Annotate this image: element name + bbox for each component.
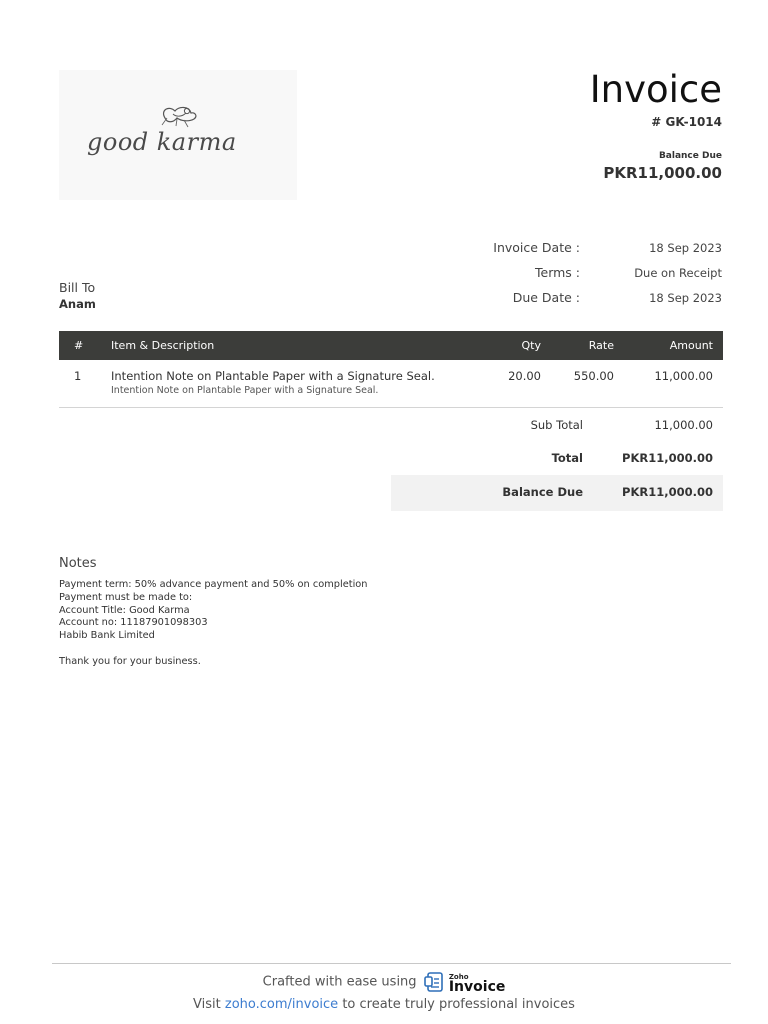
balance-due-total-label: Balance Due (502, 485, 583, 499)
item-rate: 550.00 (573, 369, 614, 383)
logo-wordmark: good karma (87, 128, 237, 156)
footer-visit (0, 997, 768, 1012)
col-header-qty: Qty (521, 339, 541, 352)
total-label: Total (551, 451, 583, 465)
note-line: Thank you for your business. (59, 655, 201, 667)
balance-due-label: Balance Due (658, 151, 722, 161)
invoice-date-label: Invoice Date : (493, 240, 580, 255)
sub-total-label: Sub Total (530, 418, 583, 432)
col-header-item: Item & Description (111, 339, 215, 352)
notes-title: Notes (59, 556, 97, 571)
col-header-rate: Rate (588, 339, 614, 352)
zoho-invoice-brand (448, 972, 506, 995)
table-divider (59, 407, 723, 408)
visit-prefix: Visit (193, 997, 221, 1012)
row-number: 1 (74, 369, 82, 383)
balance-due-total-value: PKR11,000.00 (622, 485, 713, 499)
note-line: Habib Bank Limited (59, 630, 155, 642)
crafted-text: Crafted with ease using (262, 974, 417, 990)
bill-to-name: Anam (59, 297, 96, 311)
item-amount: 11,000.00 (654, 369, 713, 383)
balance-due-amount: PKR11,000.00 (603, 164, 722, 182)
terms-value: Due on Receipt (634, 266, 722, 280)
company-logo (59, 70, 297, 200)
items-table-header (59, 331, 723, 360)
item-description: Intention Note on Plantable Paper with a Signature Seal. (111, 385, 379, 396)
note-line: Account no: 11187901098303 (59, 617, 208, 629)
footer-divider (52, 963, 731, 964)
zoho-invoice-link[interactable]: zoho.com/invoice (224, 997, 339, 1012)
sub-total-value: 11,000.00 (654, 418, 713, 432)
due-date-value: 18 Sep 2023 (649, 291, 722, 305)
document-title: Invoice (589, 68, 722, 111)
invoice-date-value: 18 Sep 2023 (649, 241, 722, 255)
item-name: Intention Note on Plantable Paper with a Signature Seal. (111, 369, 435, 383)
bill-to-label: Bill To (59, 280, 96, 295)
col-header-number: # (74, 339, 84, 352)
footer-credit (0, 971, 768, 993)
note-line: Payment must be made to: (59, 591, 193, 603)
zoho-brand-small: Zoho (448, 973, 469, 981)
visit-suffix: to create truly professional invoices (342, 997, 575, 1012)
due-date-label: Due Date : (512, 290, 580, 305)
invoice-number: # GK-1014 (651, 115, 722, 129)
note-line: Payment term: 50% advance payment and 50% on completion (59, 579, 368, 590)
terms-label: Terms : (535, 265, 580, 280)
note-line (59, 643, 368, 656)
notes-body (59, 579, 368, 669)
item-qty: 20.00 (508, 369, 541, 383)
total-value: PKR11,000.00 (622, 451, 713, 465)
col-header-amount: Amount (669, 339, 713, 352)
zoho-invoice-icon (423, 971, 445, 993)
note-line: Account Title: Good Karma (59, 604, 190, 616)
zoho-brand-name: Invoice (448, 979, 506, 995)
